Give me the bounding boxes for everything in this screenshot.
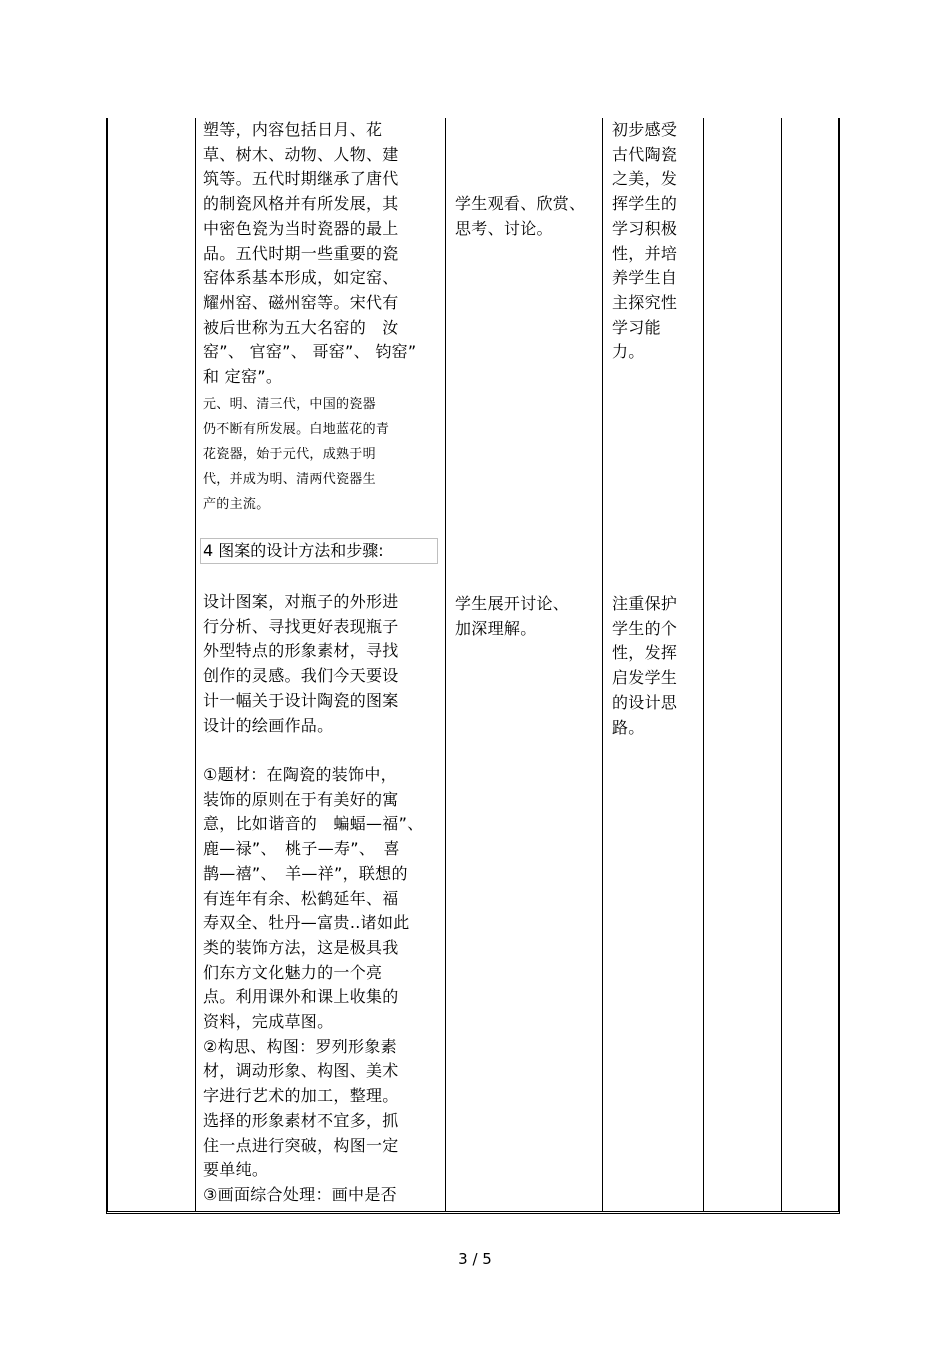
text-line: ②构思、构图：罗列形象素 xyxy=(203,1036,397,1056)
text-line: ③画面综合处理：画中是否 xyxy=(203,1184,397,1204)
text-line: 寿双全、牡丹—富贵‥诸如此 xyxy=(203,913,410,933)
text-line: 行分析、寻找更好表现瓶子 xyxy=(203,616,399,636)
text-line: 产的主流。 xyxy=(203,497,270,512)
text-line: 学生观看、欣赏、 xyxy=(455,194,586,213)
text-line: 鹿—禄”、 桃子—寿”、 喜 xyxy=(203,839,400,859)
text-line: 加深理解。 xyxy=(455,618,537,638)
text-line: 设计图案，对瓶子的外形进 xyxy=(203,592,399,611)
text-line: 元、明、清三代，中国的瓷器 xyxy=(203,397,376,412)
text-line: 外型特点的形象素材，寻找 xyxy=(203,641,399,661)
text-line: 创作的灵感。我们今天要设 xyxy=(203,666,399,686)
text-line: 初步感受 xyxy=(612,120,678,139)
content-block-steps xyxy=(203,763,424,1208)
text-line: 有连年有余、松鹤延年、福 xyxy=(203,888,399,908)
text-line: 学习积极 xyxy=(612,218,678,238)
text-line: 和 定窑”。 xyxy=(203,367,283,387)
section-heading: 4 图案的设计方法和步骤: xyxy=(200,538,438,564)
text-line: 养学生自 xyxy=(612,268,678,288)
text-line: 类的装饰方法，这是极具我 xyxy=(203,937,399,957)
text-line: 点。利用课外和课上收集的 xyxy=(203,987,399,1007)
content-block-history xyxy=(203,118,417,390)
text-line: 启发学生 xyxy=(612,668,678,688)
text-line: ①题材：在陶瓷的装饰中， xyxy=(203,765,397,784)
text-line: 材，调动形象、构图、美术 xyxy=(203,1061,399,1081)
text-line: 学生展开讨论、 xyxy=(455,594,570,613)
text-line: 之美，发 xyxy=(612,169,678,189)
text-line: 学生的个 xyxy=(612,618,678,638)
text-line: 品。五代时期一些重要的瓷 xyxy=(203,243,399,263)
text-line: 耀州窑、磁州窑等。宋代有 xyxy=(203,292,399,312)
text-line: 古代陶瓷 xyxy=(612,144,678,164)
text-line: 们东方文化魅力的一个亮 xyxy=(203,962,383,982)
column-divider xyxy=(781,118,782,1211)
text-line: 窑”、 官窑”、 哥窑”、 钧窑” xyxy=(203,342,417,362)
text-line: 鹊—禧”、 羊—祥”，联想的 xyxy=(203,863,408,883)
text-line: 代，并成为明、清两代瓷器生 xyxy=(203,472,376,487)
column-divider xyxy=(602,118,603,1211)
text-line: 意，比如谐音的 蝙蝠—福”、 xyxy=(203,814,424,834)
student-activity-1 xyxy=(455,192,585,241)
text-line: 仍不断有所发展。白地蓝花的青 xyxy=(203,422,390,437)
text-line: 选择的形象素材不宜多，抓 xyxy=(203,1110,399,1130)
text-line: 思考、讨论。 xyxy=(455,218,553,238)
text-line: 资料，完成草图。 xyxy=(203,1012,334,1032)
text-line: 的设计思 xyxy=(612,692,678,712)
student-activity-2 xyxy=(455,592,569,641)
text-line: 学习能 xyxy=(612,317,661,337)
text-line: 要单纯。 xyxy=(203,1160,269,1180)
text-line: 窑体系基本形成，如定窑、 xyxy=(203,268,399,288)
text-line: 草、树木、动物、人物、建 xyxy=(203,144,399,164)
page-number: 3 / 5 xyxy=(458,1250,492,1268)
content-block-yuan-ming-qing xyxy=(203,392,389,517)
text-line: 装饰的原则在于有美好的寓 xyxy=(203,789,399,809)
text-line: 性，并培 xyxy=(612,243,678,263)
design-intent-2 xyxy=(612,592,677,740)
text-line: 路。 xyxy=(612,717,645,737)
content-block-design-intro xyxy=(203,590,399,738)
column-divider xyxy=(703,118,704,1211)
text-line: 主探究性 xyxy=(612,292,678,312)
text-line: 字进行艺术的加工，整理。 xyxy=(203,1086,399,1106)
column-divider xyxy=(445,118,446,1211)
text-line: 中密色瓷为当时瓷器的最上 xyxy=(203,218,399,238)
text-line: 挥学生的 xyxy=(612,194,678,214)
text-line: 计一幅关于设计陶瓷的图案 xyxy=(203,690,399,710)
text-line: 注重保护 xyxy=(612,594,678,613)
text-line: 筑等。五代时期继承了唐代 xyxy=(203,169,399,189)
design-intent-1 xyxy=(612,118,677,365)
text-line: 性，发挥 xyxy=(612,643,678,663)
text-line: 住一点进行突破，构图一定 xyxy=(203,1135,399,1155)
text-line: 塑等，内容包括日月、花 xyxy=(203,120,383,139)
text-line: 的制瓷风格并有所发展，其 xyxy=(203,194,399,214)
text-line: 设计的绘画作品。 xyxy=(203,715,334,735)
text-line: 被后世称为五大名窑的 汝 xyxy=(203,317,399,337)
text-line: 花瓷器，始于元代，成熟于明 xyxy=(203,447,376,462)
column-divider xyxy=(195,118,196,1211)
text-line: 力。 xyxy=(612,342,645,362)
